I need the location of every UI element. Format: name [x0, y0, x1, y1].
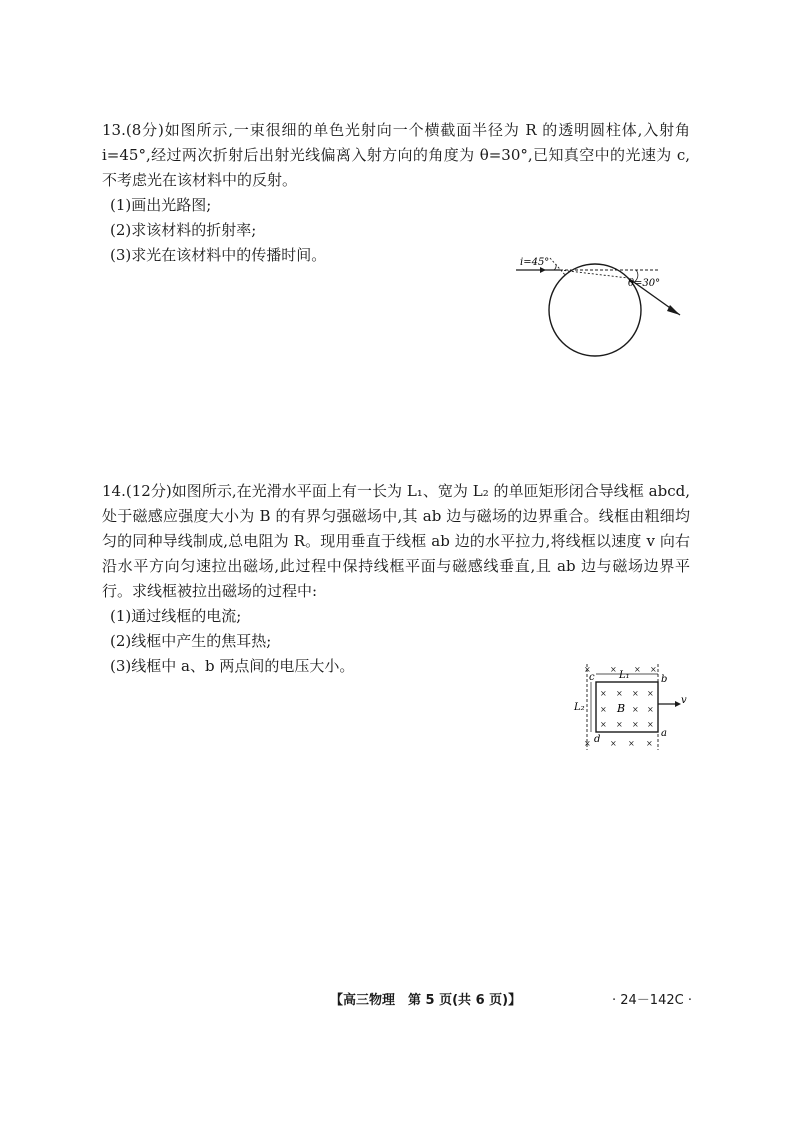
- field-cross-icon: ×: [646, 739, 653, 748]
- field-cross-icon: ×: [647, 689, 654, 698]
- refraction-diagram: [510, 250, 690, 365]
- incidence-angle-arc: [554, 264, 556, 270]
- field-cross-icon: ×: [616, 720, 623, 729]
- field-cross-icon: ×: [647, 705, 654, 714]
- corner-d-label: d: [594, 734, 601, 745]
- field-b-label: B: [617, 702, 626, 715]
- entry-normal: [550, 258, 566, 276]
- problem-14-stem: 14.(12分)如图所示,在光滑水平面上有一长为 L₁、宽为 L₂ 的单匝矩形闭合导线框 abcd,处于磁感应强度大小为 B 的有界匀强磁场中,其 ab 边与磁场的边界重合。线框由粗细均匀的同种导线制成,总电阻为 R。现用垂直于线框 ab 边的水平拉力,将线框以速度 v 向右沿水平方向匀速拉出磁场,此过程中保持线框平面与磁感线垂直,且 ab 边与磁场边界平行。求线框被拉出磁场的过程中:: [102, 482, 690, 600]
- field-cross-icon: ×: [584, 665, 591, 674]
- field-cross-icon: ×: [632, 689, 639, 698]
- problem-13-question-3: (3)求光在该材料中的传播时间。: [110, 246, 327, 264]
- problem-13-stem: 13.(8分)如图所示,一束很细的单色光射向一个横截面半径为 R 的透明圆柱体,入射角 i=45°,经过两次折射后出射光线偏离入射方向的角度为 θ=30°,已知真空中的光速为 c,不考虑光在该材料中的反射。: [102, 121, 690, 189]
- page-footer-title: 【高三物理 第 5 页(共 6 页)】: [330, 993, 522, 1008]
- field-cross-icon: ×: [610, 739, 617, 748]
- problem-14-question-2: (2)线框中产生的焦耳热;: [110, 632, 272, 650]
- l1-label: L₁: [619, 670, 630, 681]
- page-footer-code: · 24－142C ·: [612, 993, 692, 1008]
- incidence-angle-label: i=45°: [520, 257, 550, 268]
- problem-13-question-2: (2)求该材料的折射率;: [110, 221, 257, 239]
- field-cross-icon: ×: [632, 705, 639, 714]
- field-cross-icon: ×: [610, 665, 617, 674]
- magnetic-field-diagram: [572, 660, 690, 752]
- problem-14-figure: [572, 660, 690, 752]
- field-cross-icon: ×: [632, 720, 639, 729]
- problem-14: [102, 479, 690, 679]
- velocity-label: v: [681, 695, 687, 706]
- problem-14-question-1: (1)通过线框的电流;: [110, 607, 242, 625]
- problem-13: [102, 118, 690, 268]
- field-cross-icon: ×: [600, 720, 607, 729]
- deviation-angle-label: θ=30°: [628, 278, 661, 289]
- field-cross-icon: ×: [647, 720, 654, 729]
- problem-13-figure: [510, 250, 690, 365]
- problem-13-question-1: (1)画出光路图;: [110, 196, 212, 214]
- corner-b-label: b: [661, 674, 668, 685]
- corner-c-label: c: [589, 672, 595, 683]
- l2-label: L₂: [574, 702, 585, 713]
- field-cross-icon: ×: [600, 689, 607, 698]
- field-cross-icon: ×: [600, 705, 607, 714]
- field-cross-icon: ×: [650, 665, 657, 674]
- field-cross-icon: ×: [628, 739, 635, 748]
- corner-a-label: a: [661, 728, 667, 739]
- field-cross-icon: ×: [616, 689, 623, 698]
- problem-14-question-3: (3)线框中 a、b 两点间的电压大小。: [110, 657, 355, 675]
- field-cross-icon: ×: [584, 739, 591, 748]
- field-cross-icon: ×: [634, 665, 641, 674]
